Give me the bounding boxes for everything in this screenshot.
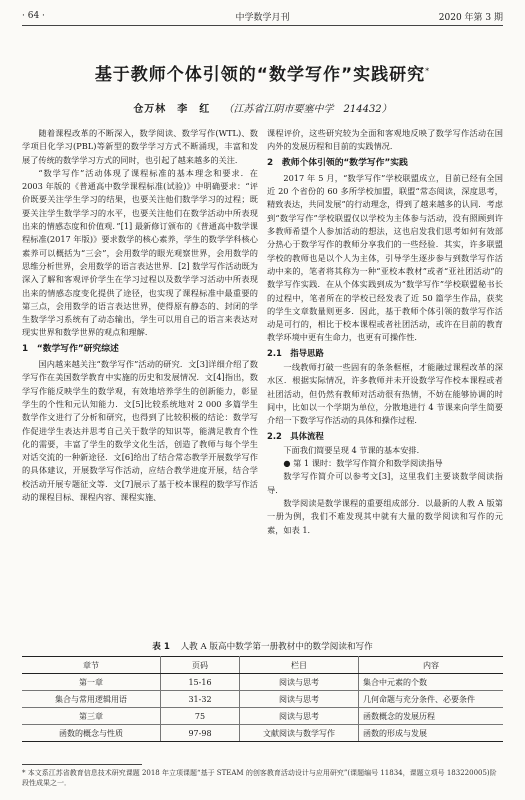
table-header-row <box>22 657 503 674</box>
section-heading: 2 教师个体引领的“数学写作”实践 <box>267 157 408 168</box>
journal-name: 中学数学月刊 <box>235 12 290 23</box>
footnote: * 本文系江苏省教育信息技术研究课题 2018 年立项课题“基于 STEAM 的创客教育活动设计与应用研究”(课题编号 11834，课题立项号 183220005)阶段性成果之一． <box>22 769 497 787</box>
paragraph: 下面我们简要呈现 4 节课的基本安排． <box>283 444 425 455</box>
table-row <box>22 691 503 708</box>
section-heading: 1 “数学写作”研究综述 <box>22 343 119 354</box>
page-cell: 31-32 <box>161 691 240 708</box>
article-title <box>40 60 485 85</box>
author-affiliation: （江苏省江阴市要塞中学 214432） <box>223 104 392 115</box>
page-cell: 75 <box>161 708 240 725</box>
column-header: 内容 <box>359 657 504 674</box>
subsection-heading: 2.1 指导思路 <box>267 347 324 358</box>
table-row <box>22 708 503 725</box>
column-header: 栏目 <box>240 657 359 674</box>
page-cell: 15-16 <box>161 674 240 691</box>
paragraph: 数学阅读是数学课程的重要组成部分．以最新的人教 A 版第一册为例，我们不难发现其中就有大量的数学阅读和写作的元素，如表 1． <box>267 498 503 535</box>
author-names: 仓万林 李 红 <box>133 104 211 115</box>
table-row <box>22 674 503 691</box>
page-number: · 64 · <box>22 11 45 21</box>
paragraph: 数学写作简介可以参考文[3]，这里我们主要谈数学阅读指导． <box>267 471 503 495</box>
paragraph: ● 第 1 课时：数学写作简介和数学阅读指导 <box>283 458 443 469</box>
subsection-heading: 2.2 具体流程 <box>267 430 324 441</box>
table-caption-text: 人教 A 版高中数学第一册教材中的数学阅读和写作 <box>180 642 373 652</box>
chapter-name-cell: 函数的概念与性质 <box>22 725 161 742</box>
table-number: 表 1 <box>152 642 170 652</box>
chapter-cell: 第三章 <box>22 708 161 725</box>
paragraph: 课程评价，这些研究较为全面和客观地反映了数学写作活动在国内外的发展历程和目前的实践情况． <box>267 128 503 152</box>
table-row <box>22 725 503 742</box>
column-cell: 阅读与思考 <box>240 674 359 691</box>
table-caption <box>22 640 503 652</box>
issue-label: 2020 年第 3 期 <box>438 12 503 23</box>
reading-writing-table <box>22 656 503 742</box>
column-header: 页码 <box>161 657 240 674</box>
footnote-rule <box>22 764 142 765</box>
chapter-name-cell: 集合与常用逻辑用语 <box>22 691 161 708</box>
page-cell: 97-98 <box>161 725 240 742</box>
column-header: 章节 <box>22 657 161 674</box>
paragraph: “数学写作”活动体现了课程标准的基本理念和要求．在 2003 年版的《普通高中数学课程标准(试验)》中明确要求：“评价既要关注学生学习的结果，也要关注他们数学学习的过程；既要关注学生数学学习的水平，也要关注他们在数学活动中所表现出来的情感态度和价值观．”[1] 最新修订颁布的《普通高中数学课程标准(2017 年版)》要求数学的核心素养，学生的数学学科核心素养可以概括为“三会”，会用数学的眼光观察世界，会用数学的思维分析世界，会用数学的语言表达世界．[2] 数学写作活动既为深入了解和客观评价学生在学习过程以及数学学习活动中所表现出来的情感态度变化提供了途径，也实现了课程标准中最重要的第三点，会用数学的语言表达世界，使得原有静态的、封闭的学生数学学习系统有了动态输出，学生可以用自己的语言来表达对现实世界和数学世界的观点和理解． <box>22 167 258 338</box>
paragraph: 国内越来越关注“数学写作”活动的研究．文[3]详细介绍了数学写作在美国数学教育中实施的历史和发展情况．文[4]指出，数学写作能反映学生的数学观，有效地培养学生的创新能力，彰显学生的个性和元认知能力．文[5]比较系统地对 2 000 多篇学生数学作文进行了分析和研究，也得到了比较积极的结论：数学写作促进学生表达并思考自己关于数学的知识等，能满足教育个性化的需要，丰富了学生的数学文化生活，创造了教师与每个学生对话交流的一种新途径．文[6]给出了结合常态教学开展数学写作的具体建议，开展数学写作活动，应结合教学进度开展，结合学校活动开展专题征文等．文[7]展示了基于校本课程的数学写作活动的课程目标、课程内容、课程实施、 <box>22 359 258 503</box>
header-rule <box>22 25 503 26</box>
title-text: 基于教师个体引领的“数学写作”实践研究 <box>94 65 426 85</box>
right-column <box>267 127 503 537</box>
content-cell: 函数的形成与发展 <box>359 725 504 742</box>
column-cell: 阅读与思考 <box>240 708 359 725</box>
column-cell: 阅读与思考 <box>240 691 359 708</box>
paragraph: 2017 年 5 月，“数学写作”学校联盟成立，目前已经有全国近 20 个省份的 60 多所学校加盟，联盟“常态阅读，深度思考，精致表达，共同发展”的行动理念，得到了越来越多的认同．考虑到“数学写作”学校联盟仅以学校为主体参与活动，没有照顾到许多教师希望个人参加活动的想法，这也启发我们思考如何有效部分热心于数学写作的教师分享我们的一些经验．其实，许多联盟学校的教师也是以个人为主体，引导学生逐步参与到数学写作活动中来的，笔者将其称为一种“亚校本教材”或者“亚社团活动”的数学写作实践．在从个体实践到成为“数学写作”学校联盟秘书长的过程中，笔者所在的学校已经发表了近 50 篇学生作品，获奖的学生文章数量则更多．因此，基于教师个体引领的数学写作活动是可行的，相比于校本课程或者社团活动，或许在目前的教育教学环境中更有生命力，也更有可操作性． <box>267 172 503 343</box>
paragraph: 一线教师打破一些固有的条条框框，才能融过课程改革的深水区．根据实际情况，许多教师并未开设数学写作校本课程或者社团活动，但仍然有教师对活动很有热情，不妨在能够协调的时间中，比如以一个学期为单位，分散地进行 4 节课来向学生简要介绍一下数学写作活动的具体和操作过程． <box>267 362 503 426</box>
content-cell: 集合中元素的个数 <box>359 674 504 691</box>
content-cell: 函数概念的发展历程 <box>359 708 504 725</box>
paragraph: 随着课程改革的不断深入，数学阅读、数学写作(WTL)、数学项目化学习(PBL)等新型的数学学习方式不断涌现，丰富和发展了传统的数学学习方式的同时，也引起了越来越多的关注． <box>22 128 258 165</box>
title-footnote-mark: * <box>425 66 431 76</box>
content-cell: 几何命题与充分条件、必要条件 <box>359 691 504 708</box>
column-cell: 文献阅读与数学写作 <box>240 725 359 742</box>
author-line <box>40 100 485 115</box>
left-column <box>22 127 258 504</box>
chapter-cell: 第一章 <box>22 674 161 691</box>
running-header <box>22 8 503 24</box>
